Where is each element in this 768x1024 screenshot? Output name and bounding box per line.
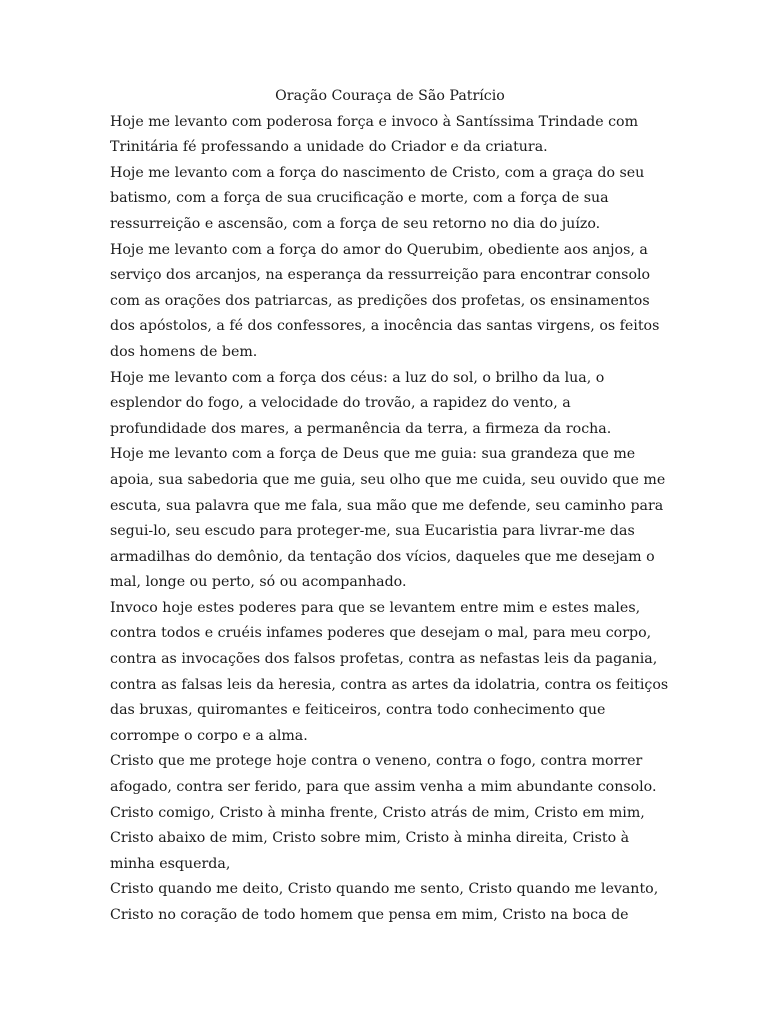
- text-line: segui-lo, seu escudo para proteger-me, sua Eucaristia para livrar-me das: [110, 523, 635, 540]
- text-line: dos homens de bem.: [110, 343, 258, 360]
- text-line: dos apóstolos, a fé dos confessores, a inocência das santas virgens, os feitos: [110, 318, 660, 335]
- document-text: [110, 110, 670, 929]
- text-line: contra as falsas leis da heresia, contra as artes da idolatria, contra os feitiços: [110, 676, 669, 693]
- text-line: Cristo abaixo de mim, Cristo sobre mim, Cristo à minha direita, Cristo à: [110, 830, 630, 847]
- document-title: Oração Couraça de São Patrício: [275, 88, 505, 104]
- text-line: contra as invocações dos falsos profetas, contra as nefastas leis da pagania,: [110, 651, 658, 668]
- text-line: Cristo no coração de todo homem que pensa em mim, Cristo na boca de: [110, 907, 629, 923]
- text-line: Cristo que me protege hoje contra o veneno, contra o fogo, contra morrer: [110, 753, 643, 770]
- text-line: das bruxas, quiromantes e feiticeiros, contra todo conhecimento que: [110, 702, 606, 719]
- text-line: batismo, com a força de sua crucificação e morte, com a força de sua: [110, 190, 609, 207]
- text-line: minha esquerda,: [110, 855, 231, 872]
- text-line: Hoje me levanto com a força dos céus: a luz do sol, o brilho da lua, o: [110, 369, 605, 386]
- text-line: ressurreição e ascensão, com a força de seu retorno no dia do juízo.: [110, 215, 601, 232]
- text-line: Trinitária fé professando a unidade do Criador e da criatura.: [110, 139, 548, 156]
- text-line: afogado, contra ser ferido, para que assim venha a mim abundante consolo.: [110, 779, 657, 796]
- text-line: armadilhas do demônio, da tentação dos vícios, daqueles que me desejam o: [110, 548, 655, 565]
- text-line: profundidade dos mares, a permanência da terra, a firmeza da rocha.: [110, 420, 612, 437]
- text-line: mal, longe ou perto, só ou acompanhado.: [110, 574, 407, 591]
- text-line: apoia, sua sabedoria que me guia, seu olho que me cuida, seu ouvido que me: [110, 471, 666, 488]
- text-line: Cristo quando me deito, Cristo quando me sento, Cristo quando me levanto,: [110, 881, 659, 898]
- text-line: Hoje me levanto com a força do nascimento de Cristo, com a graça do seu: [110, 164, 645, 181]
- text-line: escuta, sua palavra que me fala, sua mão que me defende, seu caminho para: [110, 497, 664, 514]
- text-line: esplendor do fogo, a velocidade do trovão, a rapidez do vento, a: [110, 395, 571, 412]
- text-line: Cristo comigo, Cristo à minha frente, Cristo atrás de mim, Cristo em mim,: [110, 804, 645, 821]
- text-line: Hoje me levanto com a força do amor do Querubim, obediente aos anjos, a: [110, 241, 648, 258]
- text-line: contra todos e cruéis infames poderes que desejam o mal, para meu corpo,: [110, 625, 652, 642]
- text-line: serviço dos arcanjos, na esperança da ressurreição para encontrar consolo: [110, 267, 651, 284]
- text-line: com as orações dos patriarcas, as predições dos profetas, os ensinamentos: [110, 292, 650, 309]
- text-line: Hoje me levanto com a força de Deus que me guia: sua grandeza que me: [110, 446, 636, 463]
- text-line: Invoco hoje estes poderes para que se levantem entre mim e estes males,: [110, 599, 641, 616]
- text-line: Hoje me levanto com poderosa força e invoco à Santíssima Trindade com: [110, 113, 639, 130]
- text-line: corrompe o corpo e a alma.: [110, 727, 308, 744]
- document-body: [110, 84, 670, 929]
